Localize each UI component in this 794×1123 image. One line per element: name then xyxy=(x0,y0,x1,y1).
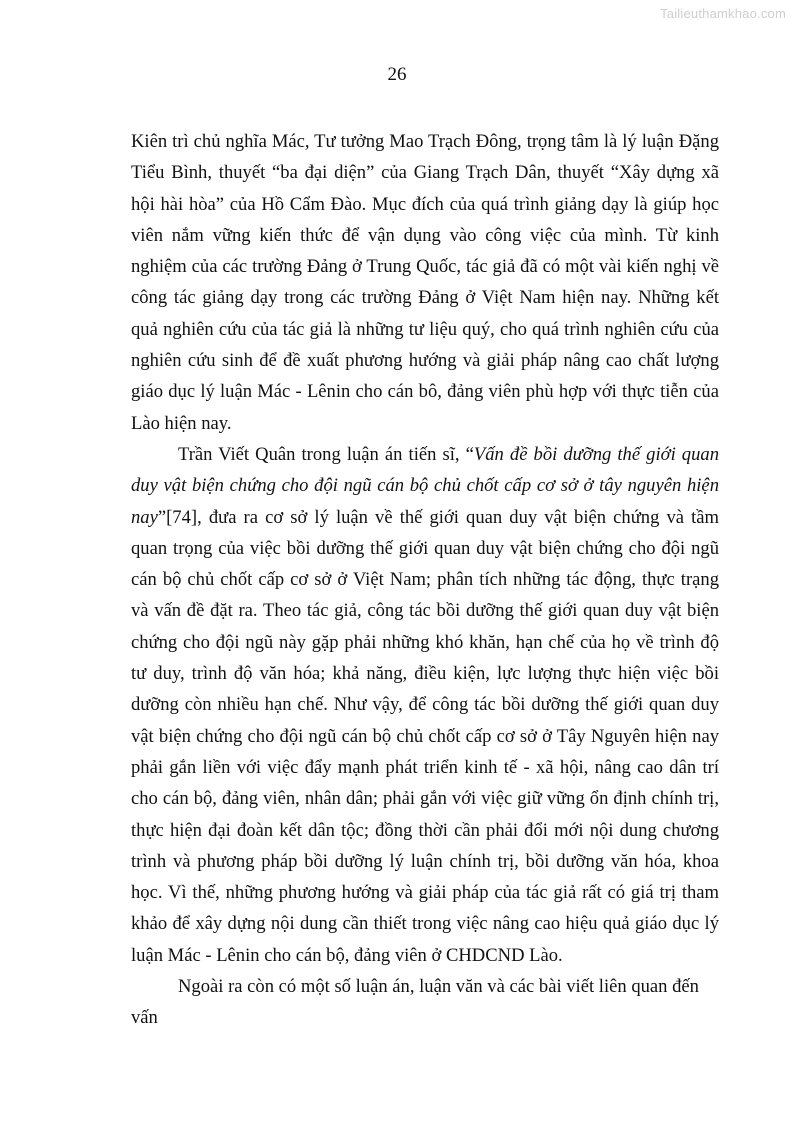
body-text xyxy=(131,126,719,1034)
watermark-text: Tailieuthamkhao.com xyxy=(660,6,786,21)
paragraph-2 xyxy=(131,439,719,971)
paragraph-2-intro: Trần Viết Quân trong luận án tiến sĩ, “ xyxy=(178,443,474,465)
paragraph-3: Ngoài ra còn có một số luận án, luận văn và các bài viết liên quan đến vấn xyxy=(131,976,699,1029)
paragraph-1: Kiên trì chủ nghĩa Mác, Tư tưởng Mao Trạch Đông, trọng tâm là lý luận Đặng Tiểu Bình, thuyết “ba đại diện” của Giang Trạch Dân, thuyết “Xây dựng xã hội hài hòa” của Hồ Cẩm Đào. Mục đích của quá trình giảng dạy là giúp học viên nắm vững kiến thức để vận dụng vào công việc của mình. Từ kinh nghiệm của các trường Đảng ở Trung Quốc, tác giả đã có một vài kiến nghị về công tác giảng dạy trong các trường Đảng ở Việt Nam hiện nay. Những kết quả nghiên cứu của tác giả là những tư liệu quý, cho quá trình nghiên cứu của nghiên cứu sinh để đề xuất phương hướng và giải pháp nâng cao chất lượng giáo dục lý luận Mác - Lênin cho cán bô, đảng viên phù hợp với thực tiễn của Lào hiện nay. xyxy=(131,131,719,434)
paragraph-2-body: ”[74], đưa ra cơ sở lý luận về thế giới quan duy vật biện chứng và tầm quan trọng của việc bồi dưỡng thế giới quan duy vật biện chứng cho đội ngũ cán bộ chủ chốt cấp cơ sở ở Việt Nam; phân tích những tác động, thực trạng và vấn đề đặt ra. Theo tác giả, công tác bồi dưỡng thế giới quan duy vật biện chứng cho đội ngũ này gặp phải những khó khăn, hạn chế của họ về trình độ tư duy, trình độ văn hóa; khả năng, điều kiện, lực lượng thực hiện việc bồi dưỡng còn nhiều hạn chế. Như vậy, để công tác bồi dưỡng thế giới quan duy vật biện chứng cho đội ngũ cán bộ chủ chốt cấp cơ sở ở Tây Nguyên hiện nay phải gắn liền với việc đẩy mạnh phát triển kinh tế - xã hội, nâng cao dân trí cho cán bộ, đảng viên, nhân dân; phải gắn với việc giữ vững ổn định chính trị, thực hiện đại đoàn kết dân tộc; đồng thời cần phải đổi mới nội dung chương trình và phương pháp bồi dưỡng lý luận chính trị, bồi dưỡng văn hóa, khoa học. Vì thế, những phương hướng và giải pháp của tác giả rất có giá trị tham khảo để xây dựng nội dung cần thiết trong việc nâng cao hiệu quả giáo dục lý luận Mác - Lênin cho cán bộ, đảng viên ở CHDCND Lào. xyxy=(131,506,719,966)
cited-thesis-title: Vấn đề bồi dưỡng thế giới quan duy vật biện chứng cho đội ngũ cán bộ chủ chốt cấp cơ sở ở tây nguyên hiện nay xyxy=(131,443,719,528)
page-number: 26 xyxy=(387,64,407,85)
